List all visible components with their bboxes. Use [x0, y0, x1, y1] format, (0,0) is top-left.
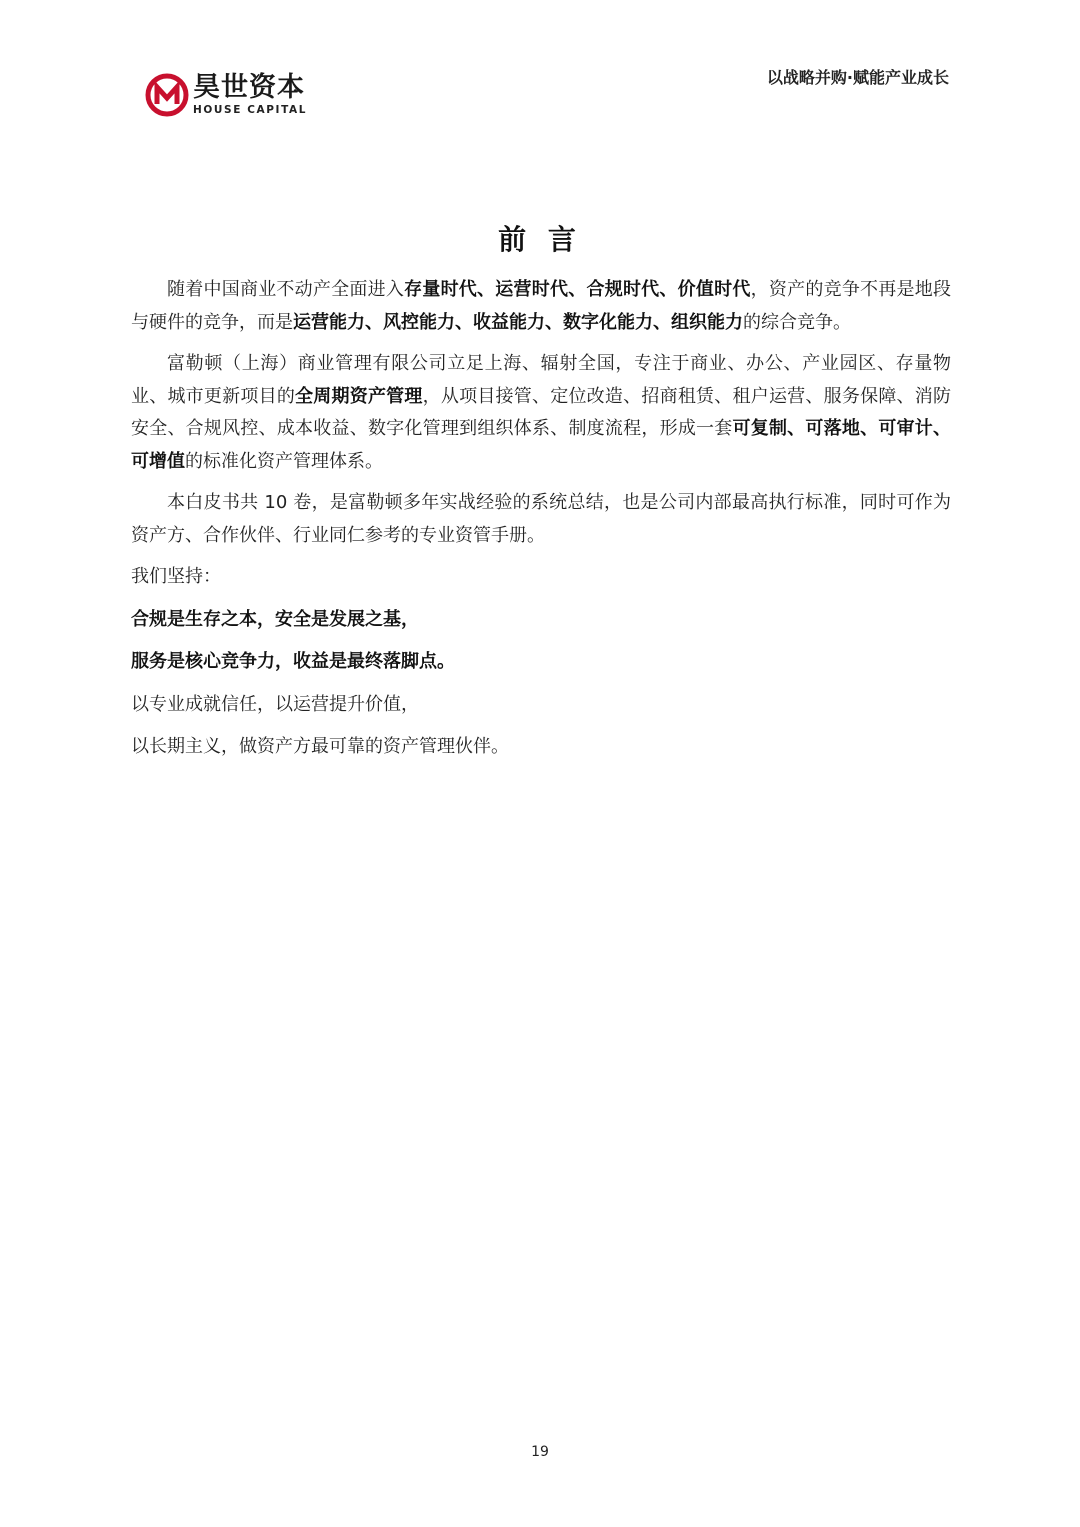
p1-bold-2: 运营能力、风控能力、收益能力、数字化能力、组织能力: [293, 311, 743, 333]
p2-text-2: ，从项目接管、定位改造、招商租赁、租户运营、服务保障、消防安全、合规风控、成本收益、数字化管理到组织体系、制度流程，形成一套: [131, 385, 952, 439]
company-logo: [145, 70, 307, 120]
p2-bold-1: 全周期资产管理: [295, 385, 423, 407]
p1-bold-1: 存量时代、运营时代、合规时代、价值时代: [404, 279, 751, 300]
paragraph-1: [131, 274, 951, 339]
page-number: 19: [531, 1444, 549, 1460]
commitment-intro: 我们坚持：: [131, 566, 221, 587]
p2-bold-2: 可复制、可落地、可审计、可增值: [131, 418, 951, 472]
p1-text-3: 的综合竞争。: [743, 311, 851, 333]
p2-text-3: 的标准化资产管理体系。: [185, 450, 383, 472]
page-title: 前 言: [498, 223, 582, 256]
house-capital-logo-icon: [145, 73, 189, 117]
closing-line-1: 以专业成就信任，以运营提升价值，: [131, 693, 419, 715]
p1-text-1: 随着中国商业不动产全面进入: [167, 279, 405, 300]
p3-text-1: 本白皮书共 10 卷，是富勒顿多年实战经验的系统总结，也是公司内部最高执行标准，同时可作为资产方、合作伙伴、行业同仁参考的专业资管手册。: [131, 492, 951, 546]
p2-text-1: 富勒顿（上海）商业管理有限公司立足上海、辐射全国，专注于商业、办公、产业园区、存量物业、城市更新项目的: [131, 353, 951, 407]
logo-english-name: HOUSE CAPITAL: [193, 104, 308, 116]
paragraph-2: [131, 348, 951, 478]
header-tagline: 以战略并购·赋能产业成长: [766, 68, 949, 87]
logo-chinese-name: 昊世资本: [193, 72, 305, 103]
closing-line-2: 以长期主义，做资产方最可靠的资产管理伙伴。: [131, 736, 509, 757]
p1-text-2: ，资产的竞争不再是地段与硬件的竞争，而是: [131, 279, 952, 333]
commitment-line-2: 服务是核心竞争力，收益是最终落脚点。: [131, 651, 455, 672]
document-body: [131, 274, 951, 774]
commitment-line-1: 合规是生存之本，安全是发展之基，: [131, 608, 419, 630]
paragraph-3: [131, 487, 951, 552]
